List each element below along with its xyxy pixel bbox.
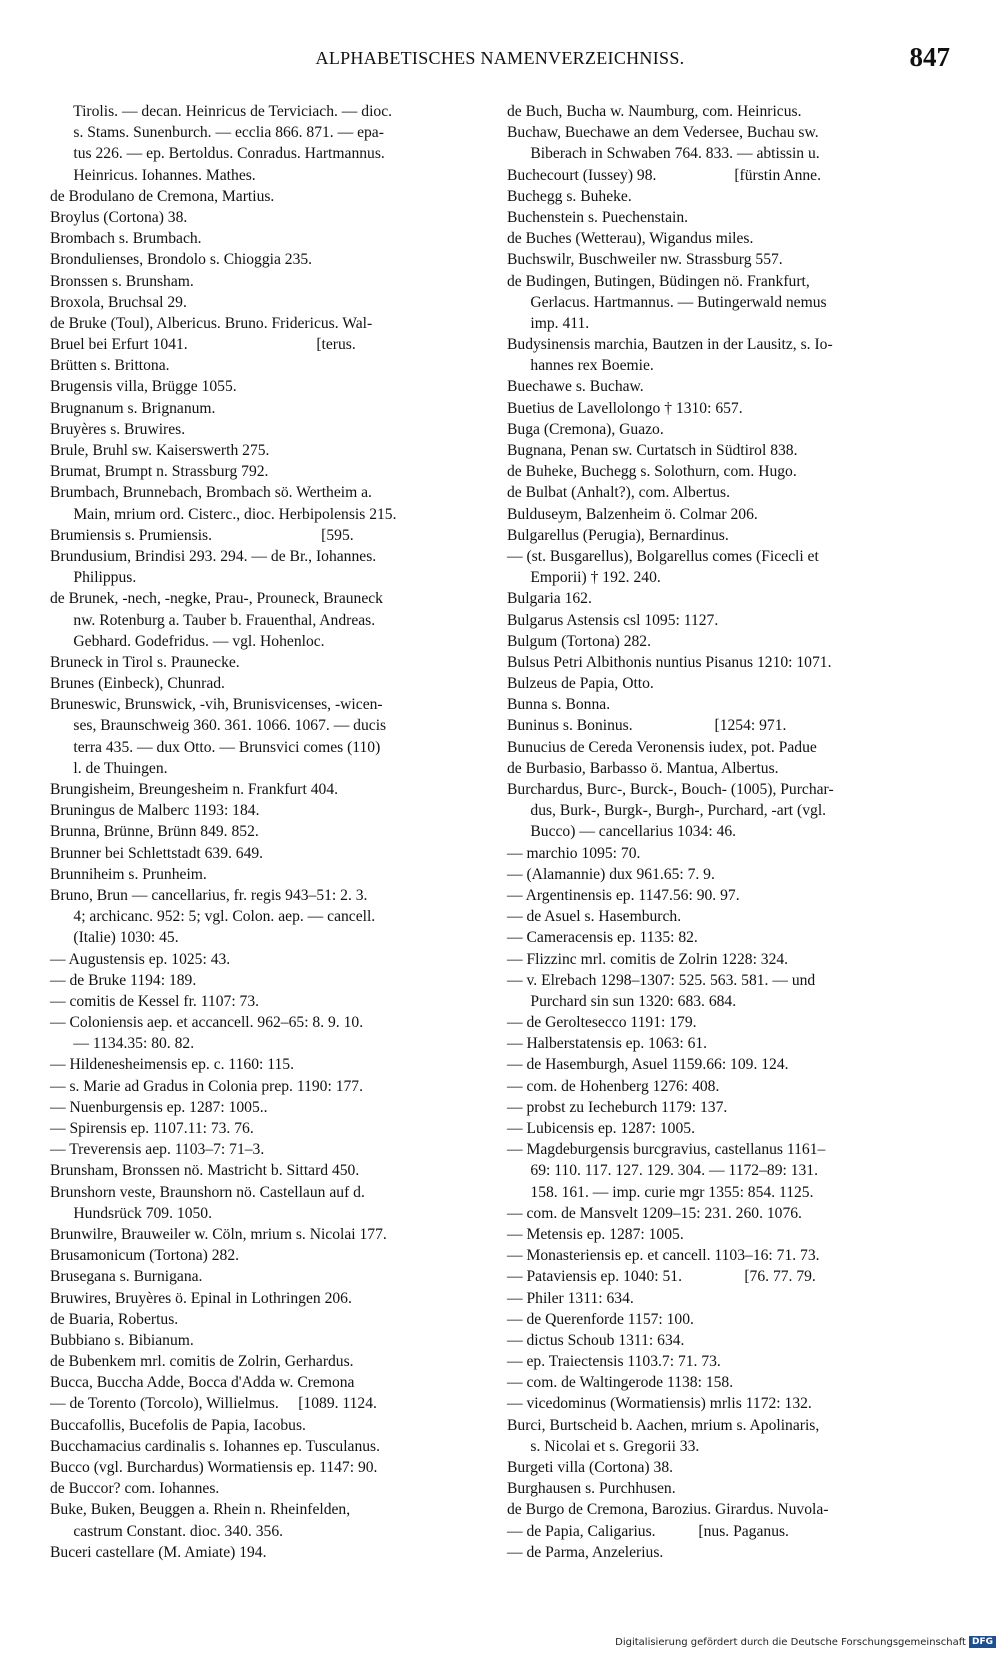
index-line: Buke, Buken, Beuggen a. Rhein n. Rheinfelden, bbox=[50, 1501, 351, 1519]
index-line: Brumiensis s. Prumiensis. [595. bbox=[50, 526, 354, 544]
index-line: Broylus (Cortona) 38. bbox=[50, 208, 188, 226]
index-line: — Pataviensis ep. 1040: 51. [76. 77. 79. bbox=[507, 1268, 816, 1286]
index-line: — Lubicensis ep. 1287: 1005. bbox=[507, 1120, 695, 1137]
index-line: Purchard sin sun 1320: 683. 684. bbox=[507, 992, 737, 1010]
index-line: castrum Constant. dioc. 340. 356. bbox=[50, 1522, 284, 1540]
index-line: Bulgarellus (Perugia), Bernardinus. bbox=[507, 526, 729, 544]
index-line: nw. Rotenburg a. Tauber b. Frauenthal, Andreas. bbox=[50, 611, 376, 629]
index-line: — Spirensis ep. 1107.11: 73. 76. bbox=[50, 1120, 254, 1137]
index-line: — (st. Busgarellus), Bolgarellus comes (Ficecli et bbox=[507, 547, 819, 565]
index-line: — Argentinensis ep. 1147.56: 90. 97. bbox=[507, 886, 740, 904]
index-line: de Brodulano de Cremona, Martius. bbox=[50, 187, 275, 205]
index-line: — Nuenburgensis ep. 1287: 1005.. bbox=[50, 1098, 268, 1116]
index-line: — com. de Waltingerode 1138: 158. bbox=[507, 1374, 734, 1392]
index-line: Brumbach, Brunnebach, Brombach sö. Wertheim a. bbox=[50, 484, 372, 502]
index-line: Buchegg s. Buheke. bbox=[507, 187, 632, 205]
index-line: Bunucius de Cereda Veronensis iudex, pot. Padue bbox=[507, 738, 817, 756]
index-line: Main, mrium ord. Cisterc., dioc. Herbipolensis 215. bbox=[50, 505, 397, 523]
index-line: — marchio 1095: 70. bbox=[507, 844, 641, 862]
index-line: Philippus. bbox=[50, 569, 137, 587]
index-line: Brugnanum s. Brignanum. bbox=[50, 399, 216, 417]
index-line: — Metensis ep. 1287: 1005. bbox=[507, 1225, 684, 1243]
digitization-credit bbox=[615, 1636, 996, 1648]
index-line: Budysinensis marchia, Bautzen in der Lausitz, s. Io- bbox=[507, 336, 833, 354]
index-line: de Buccor? com. Iohannes. bbox=[50, 1480, 220, 1498]
index-line: Buechawe s. Buchaw. bbox=[507, 378, 644, 396]
index-line: de Buheke, Buchegg s. Solothurn, com. Hugo. bbox=[507, 463, 797, 481]
index-line: 69: 110. 117. 127. 129. 304. — 1172–89: 131. bbox=[507, 1162, 819, 1180]
index-line: Bruwires, Bruyères ö. Epinal in Lothringen 206. bbox=[50, 1289, 352, 1307]
running-title: ALPHABETISCHES NAMENVERZEICHNISS. bbox=[315, 48, 685, 68]
index-line: — de Geroltesecco 1191: 179. bbox=[507, 1014, 697, 1032]
index-line: Brumat, Brumpt n. Strassburg 792. bbox=[50, 463, 269, 481]
index-line: Gerlacus. Hartmannus. — Butingerwald nemus bbox=[507, 293, 827, 311]
index-line: — probst zu Iecheburch 1179: 137. bbox=[507, 1098, 728, 1116]
index-line: Brondulienses, Brondolo s. Chioggia 235. bbox=[50, 251, 313, 269]
index-line: Brusegana s. Burnigana. bbox=[50, 1268, 203, 1286]
index-line: — Treverensis aep. 1103–7: 71–3. bbox=[50, 1141, 265, 1159]
index-line: — Magdeburgensis burcgravius, castellanus 1161– bbox=[507, 1141, 826, 1159]
index-line: — Flizzinc mrl. comitis de Zolrin 1228: 324. bbox=[507, 950, 789, 968]
index-line: de Budingen, Butingen, Büdingen nö. Frankfurt, bbox=[507, 272, 810, 290]
index-line: Bucco (vgl. Burchardus) Wormatiensis ep. 1147: 90. bbox=[50, 1459, 378, 1476]
index-line: Broxola, Bruchsal 29. bbox=[50, 293, 187, 311]
index-line: — de Hasemburgh, Asuel 1159.66: 109. 124. bbox=[507, 1056, 789, 1074]
index-line: Burci, Burtscheid b. Aachen, mrium s. Apolinaris, bbox=[507, 1416, 820, 1434]
index-line: — Coloniensis aep. et accancell. 962–65: 8. 9. 10. bbox=[50, 1014, 364, 1032]
index-line: Brombach s. Brumbach. bbox=[50, 230, 202, 248]
index-line: Bronssen s. Brunsham. bbox=[50, 272, 194, 290]
index-line: Biberach in Schwaben 764. 833. — abtissin u. bbox=[507, 145, 820, 163]
index-line: Brungisheim, Breungesheim n. Frankfurt 404. bbox=[50, 781, 339, 798]
index-line: Bruel bei Erfurt 1041. [terus. bbox=[50, 336, 356, 354]
index-line: Burghausen s. Purchhusen. bbox=[507, 1480, 676, 1498]
index-line: de Bruke (Toul), Albericus. Bruno. Fridericus. Wal- bbox=[50, 314, 373, 332]
index-line: Brunniheim s. Prunheim. bbox=[50, 865, 207, 883]
index-line: — de Querenforde 1157: 100. bbox=[507, 1310, 694, 1328]
index-line: Bulduseym, Balzenheim ö. Colmar 206. bbox=[507, 505, 758, 523]
index-line: Buchenstein s. Puechenstain. bbox=[507, 208, 689, 226]
index-line: — Augustensis ep. 1025: 43. bbox=[50, 950, 231, 968]
index-line: Emporii) † 192. 240. bbox=[507, 569, 661, 587]
index-line: — de Parma, Anzelerius. bbox=[507, 1543, 664, 1561]
index-line: Brunner bei Schlettstadt 639. 649. bbox=[50, 844, 264, 862]
index-line: de Burgo de Cremona, Barozius. Girardus. Nuvola- bbox=[507, 1501, 829, 1519]
index-line: Bruyères s. Bruwires. bbox=[50, 420, 186, 438]
index-line: Bulzeus de Papia, Otto. bbox=[507, 675, 654, 693]
index-line: dus, Burk-, Burgk-, Burgh-, Purchard, -art (vgl. bbox=[507, 802, 827, 820]
index-line: — Monasteriensis ep. et cancell. 1103–16: 71. 73. bbox=[507, 1247, 820, 1265]
dfg-logo: DFG bbox=[969, 1636, 996, 1648]
index-line: Brusamonicum (Tortona) 282. bbox=[50, 1247, 240, 1265]
index-line: — com. de Mansvelt 1209–15: 231. 260. 1076. bbox=[507, 1204, 802, 1222]
index-line: Hundsrück 709. 1050. bbox=[50, 1204, 212, 1222]
index-line: Brütten s. Brittona. bbox=[50, 357, 170, 375]
index-line: — v. Elrebach 1298–1307: 525. 563. 581. — und bbox=[507, 971, 816, 989]
index-line: — Hildenesheimensis ep. c. 1160: 115. bbox=[50, 1056, 294, 1074]
index-line: Gebhard. Godefridus. — vgl. Hohenloc. bbox=[50, 632, 325, 650]
page-number: 847 bbox=[909, 42, 950, 72]
index-line: Brugensis villa, Brügge 1055. bbox=[50, 378, 237, 396]
index-line: — comitis de Kessel fr. 1107: 73. bbox=[50, 992, 260, 1010]
index-line: — Philer 1311: 634. bbox=[507, 1289, 634, 1307]
index-line: Bruno, Brun — cancellarius, fr. regis 943–51: 2. 3. bbox=[50, 886, 368, 904]
index-line: Bubbiano s. Bibianum. bbox=[50, 1331, 194, 1349]
index-line: — Cameracensis ep. 1135: 82. bbox=[507, 929, 698, 947]
index-line: hannes rex Boemie. bbox=[507, 357, 654, 375]
index-line: Bucchamacius cardinalis s. Iohannes ep. Tusculanus. bbox=[50, 1437, 381, 1455]
index-line: Bruneswic, Brunswick, -vih, Brunisvicenses, -wicen- bbox=[50, 696, 383, 714]
index-line: de Burbasio, Barbasso ö. Mantua, Albertus. bbox=[507, 759, 779, 777]
index-line: — de Asuel s. Hasemburch. bbox=[507, 908, 682, 926]
index-line: Brunwilre, Brauweiler w. Cöln, mrium s. Nicolai 177. bbox=[50, 1225, 387, 1243]
index-line: — Halberstatensis ep. 1063: 61. bbox=[507, 1035, 708, 1053]
index-line: Bruningus de Malberc 1193: 184. bbox=[50, 802, 260, 820]
index-line: — (Alamannie) dux 961.65: 7. 9. bbox=[507, 865, 715, 883]
index-line: imp. 411. bbox=[507, 314, 590, 332]
index-line: Brule, Bruhl sw. Kaiserswerth 275. bbox=[50, 442, 270, 459]
index-line: Brunes (Einbeck), Chunrad. bbox=[50, 675, 225, 693]
index-line: 158. 161. — imp. curie mgr 1355: 854. 1125. bbox=[507, 1183, 814, 1201]
index-line: Brundusium, Brindisi 293. 294. — de Br., Iohannes. bbox=[50, 547, 377, 565]
index-line: Buchswilr, Buschweiler nw. Strassburg 557. bbox=[507, 251, 783, 269]
index-line: ses, Braunschweig 360. 361. 1066. 1067. — ducis bbox=[50, 717, 387, 735]
index-line: — vicedominus (Wormatiensis) mrlis 1172: 132. bbox=[507, 1395, 812, 1413]
index-line: Buetius de Lavellolongo † 1310: 657. bbox=[507, 399, 743, 417]
index-line: s. Nicolai et s. Gregorii 33. bbox=[507, 1437, 700, 1455]
index-line: Burchardus, Burc-, Burck-, Bouch- (1005), Purchar- bbox=[507, 781, 834, 798]
index-line: Buninus s. Boninus. [1254: 971. bbox=[507, 717, 787, 735]
index-line: Bugnana, Penan sw. Curtatsch in Südtirol 838. bbox=[507, 442, 798, 459]
index-line: — 1134.35: 80. 82. bbox=[50, 1035, 195, 1053]
index-line: — s. Marie ad Gradus in Colonia prep. 1190: 177. bbox=[50, 1077, 363, 1095]
index-line: Buceri castellare (M. Amiate) 194. bbox=[50, 1543, 267, 1561]
index-line: — dictus Schoub 1311: 634. bbox=[507, 1331, 685, 1349]
index-line: Bulgarus Astensis csl 1095: 1127. bbox=[507, 611, 719, 629]
index-line: — de Torento (Torcolo), Willielmus. [1089. 1124. bbox=[50, 1395, 377, 1413]
index-line: Heinricus. Iohannes. Mathes. bbox=[50, 166, 256, 184]
index-line: Bruneck in Tirol s. Praunecke. bbox=[50, 653, 240, 671]
index-line: Brunna, Brünne, Brünn 849. 852. bbox=[50, 823, 259, 841]
index-line: de Buaria, Robertus. bbox=[50, 1310, 179, 1328]
index-line: — de Bruke 1194: 189. bbox=[50, 971, 197, 989]
index-line: Buchecourt (Iussey) 98. [fürstin Anne. bbox=[507, 166, 821, 184]
index-line: de Bubenkem mrl. comitis de Zolrin, Gerhardus. bbox=[50, 1353, 354, 1371]
index-line: Buga (Cremona), Guazo. bbox=[507, 420, 664, 438]
index-line: Tirolis. — decan. Heinricus de Terviciach. — dioc. bbox=[50, 103, 393, 120]
index-column-left bbox=[50, 101, 488, 1563]
index-line: Brunsham, Bronssen nö. Mastricht b. Sittard 450. bbox=[50, 1162, 360, 1180]
index-line: — com. de Hohenberg 1276: 408. bbox=[507, 1077, 720, 1095]
index-line: — de Papia, Caligarius. [nus. Paganus. bbox=[507, 1522, 789, 1540]
credit-text: Digitalisierung gefördert durch die Deutsche Forschungsgemeinschaft bbox=[615, 1636, 966, 1648]
index-line: — ep. Traiectensis 1103.7: 71. 73. bbox=[507, 1353, 721, 1371]
index-line: Bucco) — cancellarius 1034: 46. bbox=[507, 823, 737, 841]
index-line: terra 435. — dux Otto. — Brunsvici comes (110) bbox=[50, 738, 381, 756]
index-line: Bulsus Petri Albithonis nuntius Pisanus 1210: 1071. bbox=[507, 653, 832, 671]
index-line: Bulgum (Tortona) 282. bbox=[507, 632, 651, 650]
index-line: Bucca, Buccha Adde, Bocca d'Adda w. Cremona bbox=[50, 1374, 355, 1392]
index-line: Buccafollis, Bucefolis de Papia, Iacobus. bbox=[50, 1416, 306, 1434]
page-header bbox=[50, 42, 950, 78]
index-line: Burgeti villa (Cortona) 38. bbox=[507, 1459, 674, 1476]
index-line: (Italie) 1030: 45. bbox=[50, 929, 179, 947]
index-line: l. de Thuingen. bbox=[50, 759, 168, 777]
index-line: de Brunek, -nech, -negke, Prau-, Prouneck, Brauneck bbox=[50, 590, 383, 608]
index-line: s. Stams. Sunenburch. — ecclia 866. 871. — epa- bbox=[50, 124, 384, 142]
index-line: de Bulbat (Anhalt?), com. Albertus. bbox=[507, 484, 731, 502]
index-line: de Buch, Bucha w. Naumburg, com. Heinricus. bbox=[507, 103, 802, 120]
index-line: Bunna s. Bonna. bbox=[507, 696, 611, 714]
index-column-right bbox=[507, 101, 945, 1563]
index-line: Brunshorn veste, Braunshorn nö. Castellaun auf d. bbox=[50, 1183, 365, 1201]
index-line: de Buches (Wetterau), Wigandus miles. bbox=[507, 230, 754, 248]
index-line: Bulgaria 162. bbox=[507, 590, 592, 608]
index-line: Buchaw, Buechawe an dem Vedersee, Buchau sw. bbox=[507, 124, 819, 142]
index-line: tus 226. — ep. Bertoldus. Conradus. Hartmannus. bbox=[50, 145, 385, 163]
index-line: 4; archicanc. 952: 5; vgl. Colon. aep. — cancell. bbox=[50, 908, 376, 926]
